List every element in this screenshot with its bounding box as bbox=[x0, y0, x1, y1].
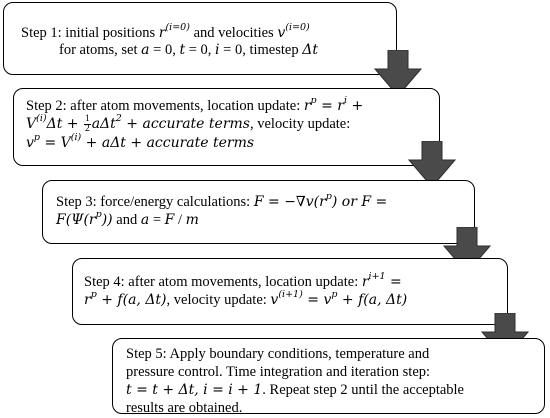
step-3-text bbox=[56, 193, 474, 229]
text-segment: = 0, timestep bbox=[219, 42, 303, 58]
text-segment: . Repeat step 2 until the acceptable bbox=[262, 382, 464, 398]
text-segment: for atoms, set bbox=[59, 42, 142, 58]
math-segment: ) or F = bbox=[331, 194, 388, 210]
text-segment: Step 2: after atom movements, location update: bbox=[26, 98, 304, 114]
math-segment: Δt bbox=[302, 42, 318, 58]
math-segment: aΔt$^2$ bbox=[91, 113, 122, 132]
text-segment: , velocity update: bbox=[166, 292, 271, 308]
math-segment: Δt + bbox=[46, 116, 83, 132]
math-segment: $r^{(i=0)}$ bbox=[158, 22, 190, 41]
text-segment: and bbox=[112, 212, 141, 228]
math-segment: = $V^{(i)}$ bbox=[40, 132, 82, 152]
math-fraction bbox=[84, 115, 91, 134]
step-5-text bbox=[126, 345, 544, 417]
math-superscript: 2 bbox=[115, 113, 122, 124]
text-segment: Step 3: force/energy calculations: bbox=[56, 194, 254, 210]
fraction-numerator: 1 bbox=[84, 114, 90, 125]
text-segment: results are obtained. bbox=[126, 400, 243, 416]
math-superscript: i+1 bbox=[368, 271, 386, 282]
math-segment: + f(a, Δt) bbox=[96, 292, 167, 308]
math-superscript: i bbox=[343, 95, 348, 106]
text-segment: Step 4: after atom movements, location update: bbox=[84, 274, 362, 290]
step-5-line-1 bbox=[126, 345, 544, 363]
math-segment: i bbox=[215, 42, 220, 58]
text-segment: Step 5: Apply boundary conditions, temperature and bbox=[126, 346, 430, 362]
step-5-line-4 bbox=[126, 399, 544, 417]
math-segment: $V^{(i)}$ bbox=[26, 113, 47, 132]
math-superscript: (i) bbox=[36, 113, 47, 124]
text-segment: and velocities bbox=[189, 25, 278, 41]
math-segment: )) bbox=[101, 212, 113, 228]
math-segment: m bbox=[185, 212, 199, 228]
text-segment: / bbox=[174, 212, 186, 228]
math-segment: = bbox=[385, 274, 402, 290]
step-3-box bbox=[42, 180, 475, 244]
step-4-line-2 bbox=[84, 291, 507, 309]
step-2-box bbox=[13, 88, 440, 166]
step-1-line-1 bbox=[21, 22, 396, 42]
math-segment: $v^{(i=0)}$ bbox=[277, 22, 310, 41]
math-superscript: (i) bbox=[70, 132, 82, 144]
step-3-line-1 bbox=[56, 193, 474, 211]
math-segment: $v^{(i+1)}$ bbox=[270, 289, 303, 308]
text-segment: , velocity update: bbox=[249, 116, 351, 132]
math-segment: + f(a, Δt) bbox=[337, 292, 408, 308]
math-superscript: (i=0) bbox=[285, 22, 310, 33]
math-segment: F bbox=[164, 212, 175, 228]
math-segment: $F = -\nabla v(r^p$ bbox=[253, 191, 332, 210]
step-3-line-2 bbox=[56, 211, 474, 229]
text-segment: = 0, bbox=[185, 42, 216, 58]
step-5-line-3 bbox=[126, 381, 544, 399]
step-4-box bbox=[72, 258, 508, 325]
step-2-line-3 bbox=[26, 134, 439, 152]
step-4-text bbox=[84, 273, 507, 309]
text-segment: Step 1: initial positions bbox=[21, 25, 159, 41]
math-segment: = $r^i$ bbox=[316, 95, 348, 114]
math-segment: $F(\Psi(r^p$ bbox=[56, 209, 102, 228]
math-segment: a bbox=[141, 42, 150, 58]
math-superscript: p bbox=[90, 289, 97, 300]
math-superscript: (i+1) bbox=[278, 289, 303, 300]
text-segment: = 0, bbox=[149, 42, 180, 58]
math-segment: + aΔt + accurate terms bbox=[81, 135, 255, 152]
math-superscript: p bbox=[331, 289, 338, 300]
step-1-box bbox=[3, 2, 397, 75]
step-5-box bbox=[112, 338, 545, 414]
math-segment: $r^p$ bbox=[84, 289, 97, 308]
math-segment: $v^p$ bbox=[26, 132, 41, 152]
math-segment: = $v^p$ bbox=[302, 289, 338, 308]
step-2-line-1 bbox=[26, 97, 439, 115]
step-2-text bbox=[26, 97, 439, 152]
text-segment: = bbox=[149, 212, 165, 228]
math-superscript: (i=0) bbox=[165, 22, 190, 33]
math-segment: $r^p$ bbox=[303, 95, 317, 114]
math-segment: $r^{i+1}$ bbox=[361, 271, 386, 290]
text-segment: pressure control. Time integration and iteration step: bbox=[126, 364, 431, 380]
math-superscript: p bbox=[95, 209, 102, 220]
step-1-text bbox=[21, 22, 396, 59]
math-superscript: p bbox=[33, 132, 41, 144]
math-segment: + bbox=[347, 98, 364, 114]
math-segment: + accurate terms bbox=[121, 116, 250, 132]
step-1-line-2 bbox=[21, 42, 396, 59]
math-segment: t bbox=[179, 42, 186, 58]
math-segment: a bbox=[140, 212, 150, 228]
math-segment: t = t + Δt, i = i + 1 bbox=[126, 382, 263, 398]
step-5-line-2 bbox=[126, 363, 544, 381]
math-superscript: p bbox=[325, 191, 332, 202]
fraction-denominator: 2 bbox=[84, 124, 90, 135]
math-superscript: p bbox=[310, 95, 317, 106]
step-2-line-2 bbox=[26, 115, 439, 134]
